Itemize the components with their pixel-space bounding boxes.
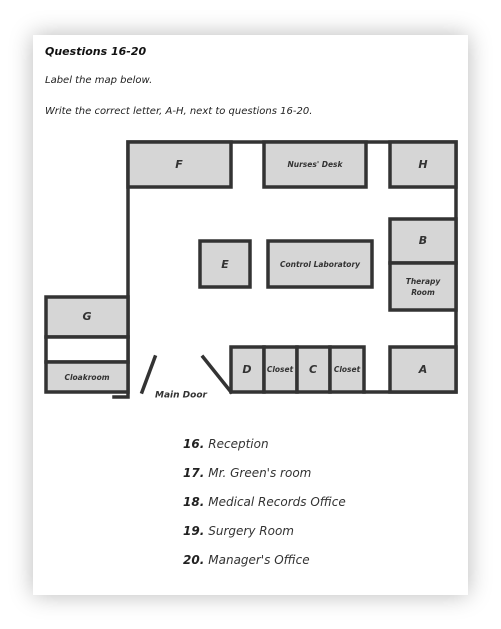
floor-plan-map [33, 35, 468, 415]
worksheet-card [33, 35, 468, 595]
instruction-label-map: Label the map below. [45, 75, 153, 86]
closet-1-label: Closet [266, 365, 294, 374]
cloakroom-label: Cloakroom [64, 373, 110, 382]
main-door-label: Main Door [155, 390, 207, 401]
closet-2-label: Closet [333, 365, 361, 374]
room-g-label: G [82, 310, 92, 323]
door-right-jamb [203, 357, 231, 392]
question-17 [183, 466, 311, 480]
room-f-label: F [175, 158, 183, 171]
therapy-room-label-line2: Room [411, 288, 435, 297]
question-19-text: Surgery Room [208, 524, 294, 538]
room-corridor-left [46, 337, 128, 362]
question-17-number: 17. [183, 466, 205, 480]
question-19-number: 19. [183, 524, 205, 538]
question-18-text: Medical Records Office [208, 495, 346, 509]
room-a-label: A [418, 363, 428, 376]
question-20-number: 20. [183, 553, 205, 567]
room-therapy [390, 263, 456, 310]
room-c-label: C [308, 363, 318, 376]
nurses-desk-label: Nurses' Desk [287, 160, 343, 169]
question-16 [183, 437, 269, 451]
room-b-label: B [418, 234, 428, 247]
room-h-label: H [418, 158, 428, 171]
question-17-text: Mr. Green's room [208, 466, 312, 480]
room-e-label: E [221, 258, 229, 271]
instruction-write-letter: Write the correct letter, A-H, next to questions 16-20. [45, 106, 313, 117]
question-19 [183, 524, 294, 538]
door-left-jamb [142, 357, 155, 392]
question-16-text: Reception [208, 437, 269, 451]
question-16-number: 16. [183, 437, 205, 451]
question-18-number: 18. [183, 495, 205, 509]
question-20-text: Manager's Office [208, 553, 310, 567]
questions-title: Questions 16-20 [45, 45, 147, 58]
question-18 [183, 495, 346, 509]
therapy-room-label-line1: Therapy [405, 277, 441, 286]
question-20 [183, 553, 310, 567]
control-lab-label: Control Laboratory [279, 260, 361, 269]
room-d-label: D [242, 363, 252, 376]
